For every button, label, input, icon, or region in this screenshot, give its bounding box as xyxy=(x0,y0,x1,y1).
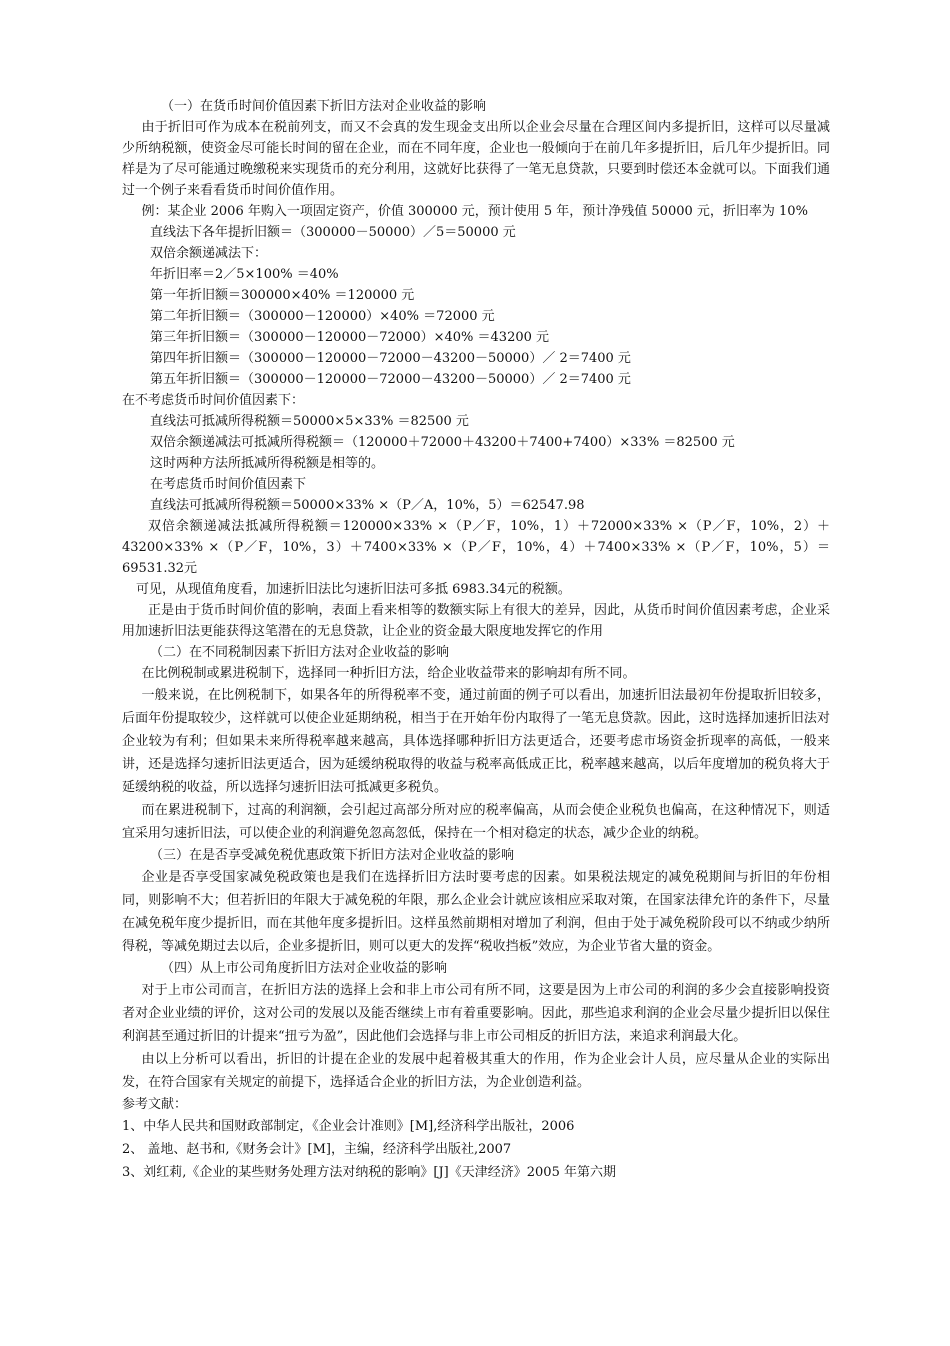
equal-statement: 这时两种方法所抵减所得税额是相等的。 xyxy=(150,456,385,471)
year-2-depreciation: 第二年折旧额＝（300000－120000）×40% ＝72000 元 xyxy=(150,309,495,324)
section-4-paragraph-2: 由以上分析可以看出，折旧的计提在企业的发展中起着极其重大的作用，作为企业会计人员，应尽量从企业的实际出发，在符合国家有关规定的前提下，选择适合企业的折旧方法，为企业创造利益。 xyxy=(122,1052,830,1090)
section-1-paragraph: 由于折旧可作为成本在税前列支，而又不会真的发生现金支出所以企业会尽量在合理区间内多提折旧，这样可以尽量减少所纳税额，使资金尽可能长时间的留在企业，而在不同年度，企业也一般倾向于在前几年多提折旧，后几年少提折旧。同样是为了尽可能通过晚缴税来实现货币的充分利用，这就好比获得了一笔无息贷款，只要到时偿还本金就可以。下面我们通过一个例子来看看货币时间价值作用。 xyxy=(122,120,830,198)
ddb-method-title: 双倍余额递减法下： xyxy=(150,246,268,261)
straight-line-tax: 直线法可抵减所得税额＝50000×5×33% ＝82500 元 xyxy=(150,414,469,429)
reference-item: 1、中华人民共和国财政部制定，《企业会计准则》[M],经济科学出版社，2006 xyxy=(122,1119,575,1134)
year-5-depreciation: 第五年折旧额＝（300000－120000－72000－43200－50000）／ 2＝7400 元 xyxy=(150,372,631,387)
pv-conclusion: 可见，从现值角度看，加速折旧法比匀速折旧法可多抵 6983.34元的税额。 xyxy=(136,582,571,597)
example-statement: 例：某企业 2006 年购入一项固定资产，价值 300000 元，预计使用 5 年，预计净残值 50000 元，折旧率为 10% xyxy=(141,204,808,219)
year-4-depreciation: 第四年折旧额＝（300000－120000－72000－43200－50000）／ 2＝7400 元 xyxy=(150,351,631,366)
section-4-heading: （四）从上市公司角度折旧方法对企业收益的影响 xyxy=(161,961,448,976)
references-title: 参考文献： xyxy=(122,1097,188,1112)
section-3-heading: （三）在是否享受减免税优惠政策下折旧方法对企业收益的影响 xyxy=(150,848,515,863)
document-page xyxy=(122,96,830,1184)
ddb-pv-tax: 双倍余额递减法抵减所得税额＝120000×33% ×（P／F，10%，1）＋72000×33% ×（P／F，10%，2）＋43200×33% ×（P／F，10%，3）＋7400×33% ×（P／F，10%，4）＋7400×33% ×（P／F，10%，5）＝69531.32元 xyxy=(122,519,830,576)
time-value-summary: 正是由于货币时间价值的影响，表面上看来相等的数额实际上有很大的差异，因此，从货币时间价值因素考虑，企业采用加速折旧法更能获得这笔潜在的无息贷款，让企业的资金最大限度地发挥它的作用 xyxy=(122,603,830,639)
ddb-tax: 双倍余额递减法可抵减所得税额＝（120000＋72000＋43200＋7400+7400）×33% ＝82500 元 xyxy=(150,435,735,450)
reference-item: 2、 盖地、赵书和,《财务会计》[M]，主编，经济科学出版社,2007 xyxy=(122,1142,512,1157)
section-1-heading: （一）在货币时间价值因素下折旧方法对企业收益的影响 xyxy=(161,99,487,114)
section-4-paragraph-1: 对于上市公司而言，在折旧方法的选择上会和非上市公司有所不同，这要是因为上市公司的利润的多少会直接影响投资者对企业业绩的评价，这对公司的发展以及能否继续上市有着重要影响。因此，那些追求利润的企业会尽量少提折旧以保住利润甚至通过折旧的计提来“扭亏为盈”，因此他们会选择与非上市公司相反的折旧方法，来追求利润最大化。 xyxy=(122,983,830,1044)
section-2-heading: （二）在不同税制因素下折旧方法对企业收益的影响 xyxy=(150,645,450,660)
depreciation-rate-formula: 年折旧率＝2／5×100% ＝40% xyxy=(150,267,339,282)
year-1-depreciation: 第一年折旧额＝300000×40% ＝120000 元 xyxy=(150,288,415,303)
section-3-paragraph: 企业是否享受国家减免税政策也是我们在选择折旧方法时要考虑的因素。如果税法规定的减免税期间与折旧的年份相同，则影响不大；但若折旧的年限大于减免税的年限，那么企业会计就应该相应采取对策，在国家法律允许的条件下，尽量在减免税年度少提折旧，而在其他年度多提折旧。这样虽然前期相对增加了利润，但由于处于减免税阶段可以不纳或少纳所得税，等减免期过去以后，企业多提折旧，则可以更大的发挥“税收挡板”效应，为企业节省大量的资金。 xyxy=(122,870,830,954)
section-2-paragraph-2: 一般来说，在比例税制下，如果各年的所得税率不变，通过前面的例子可以看出，加速折旧法最初年份提取折旧较多，后面年份提取较少，这样就可以使企业延期纳税，相当于在开始年份内取得了一笔无息贷款。因此，这时选择加速折旧法对企业较为有利；但如果未来所得税率越来越高，具体选择哪种折旧方法更适合，还要考虑市场资金折现率的高低，一般来讲，还是选择匀速折旧法更适合，因为延缓纳税取得的收益与税率高低成正比，税率越来越高，以后年度增加的税负将大于延缓纳税的收益，所以选择匀速折旧法可抵减更多税负。 xyxy=(122,688,830,795)
time-value-heading: 在考虑货币时间价值因素下 xyxy=(150,477,307,492)
no-time-value-heading: 在不考虑货币时间价值因素下： xyxy=(122,393,305,408)
reference-item: 3、刘红莉,《企业的某些财务处理方法对纳税的影响》[J]《天津经济》2005 年第六期 xyxy=(122,1165,616,1180)
section-2-paragraph-1: 在比例税制或累进税制下，选择同一种折旧方法，给企业收益带来的影响却有所不同。 xyxy=(141,666,636,681)
section-2-paragraph-3: 而在累进税制下，过高的利润额，会引起过高部分所对应的税率偏高，从而会使企业税负也偏高，在这种情况下，则适宜采用匀速折旧法，可以使企业的利润避免忽高忽低，保持在一个相对稳定的状态，减少企业的纳税。 xyxy=(122,803,830,841)
straight-line-formula: 直线法下各年提折旧额＝（300000－50000）／5＝50000 元 xyxy=(150,225,516,240)
year-3-depreciation: 第三年折旧额＝（300000－120000－72000）×40% ＝43200 元 xyxy=(150,330,550,345)
straight-line-pv-tax: 直线法可抵减所得税额＝50000×33% ×（P／A，10%，5）＝62547.98 xyxy=(150,498,585,513)
